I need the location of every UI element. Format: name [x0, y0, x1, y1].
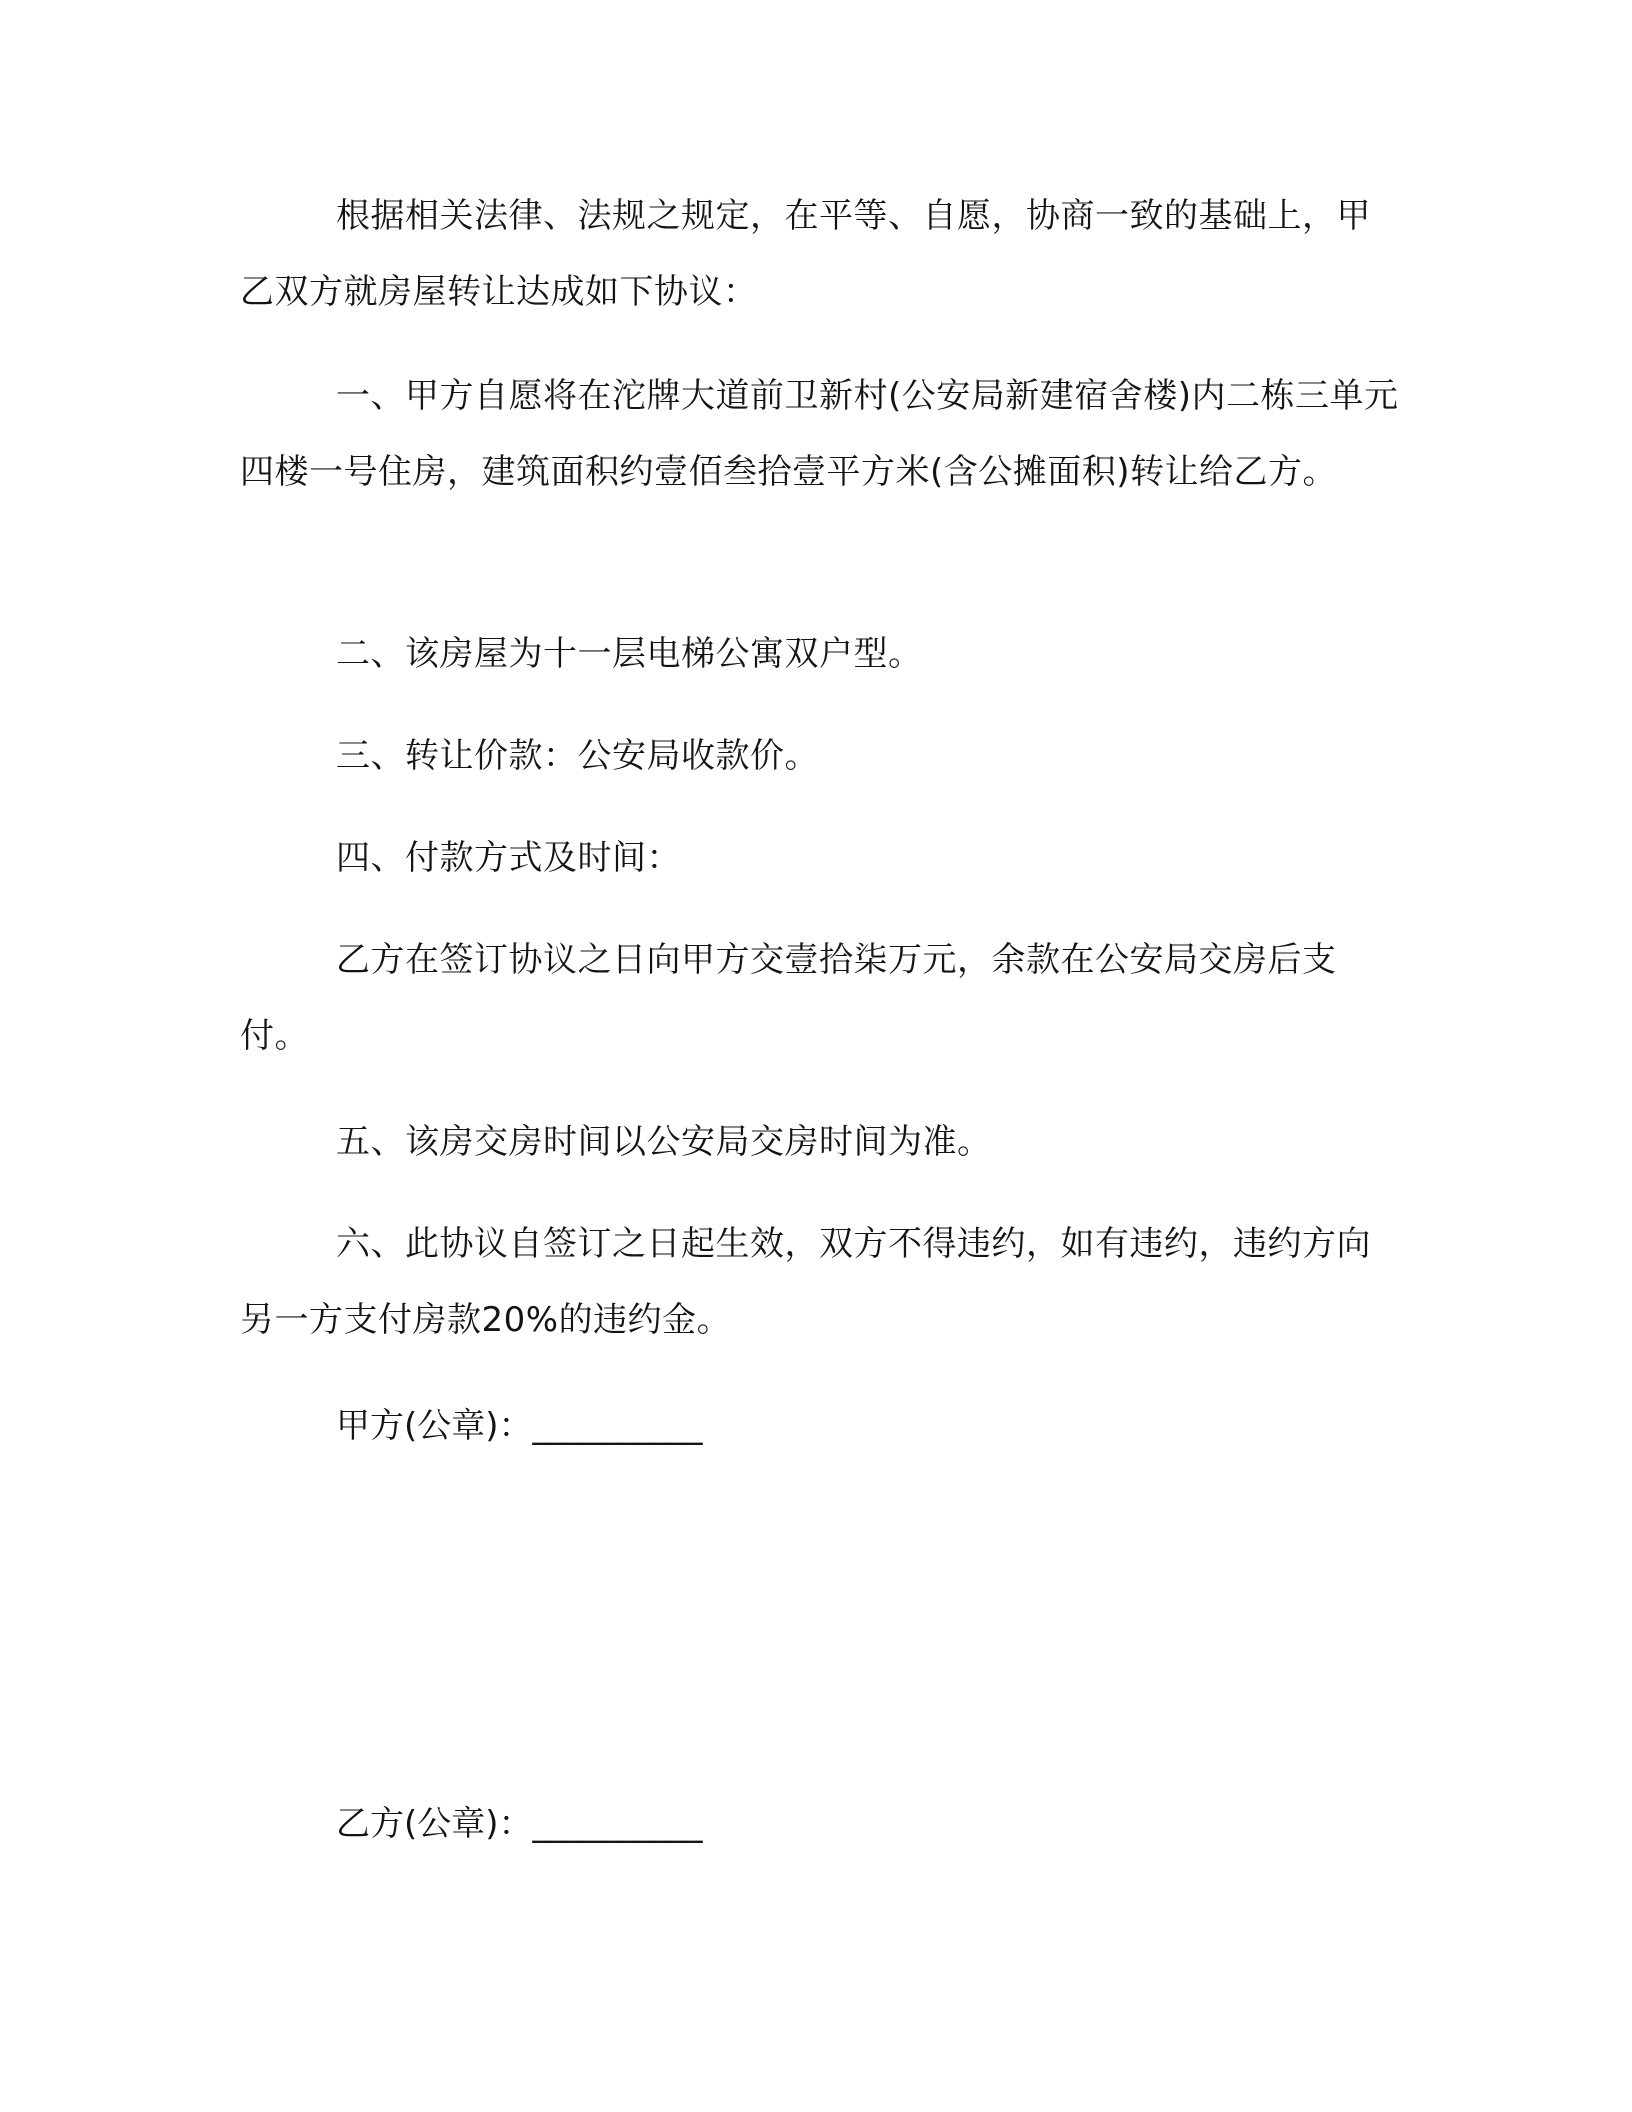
clause-four-title: 四、付款方式及时间： — [336, 838, 681, 878]
clause-three: 三、转让价款：公安局收款价。 — [336, 736, 819, 776]
clause-one: 一、甲方自愿将在沱牌大道前卫新村(公安局新建宿舍楼)内二栋三单元四楼一号住房，建筑面积约壹佰叁拾壹平方米(含公摊面积)转让给乙方。 — [240, 376, 1399, 492]
clause-two: 二、该房屋为十一层电梯公寓双户型。 — [336, 634, 923, 674]
clause-six: 六、此协议自签订之日起生效，双方不得违约，如有违约，违约方向另一方支付房款20%的违约金。 — [240, 1224, 1371, 1340]
clause-four-body: 乙方在签订协议之日向甲方交壹拾柒万元，余款在公安局交房后支付。 — [240, 940, 1337, 1056]
party-b-signature-line: 乙方(公章)：__________ — [336, 1804, 703, 1844]
intro-paragraph: 根据相关法律、法规之规定，在平等、自愿，协商一致的基础上，甲乙双方就房屋转让达成如下协议： — [240, 196, 1371, 312]
party-a-signature-line: 甲方(公章)：__________ — [336, 1406, 703, 1446]
clause-five: 五、该房交房时间以公安局交房时间为准。 — [336, 1122, 992, 1162]
